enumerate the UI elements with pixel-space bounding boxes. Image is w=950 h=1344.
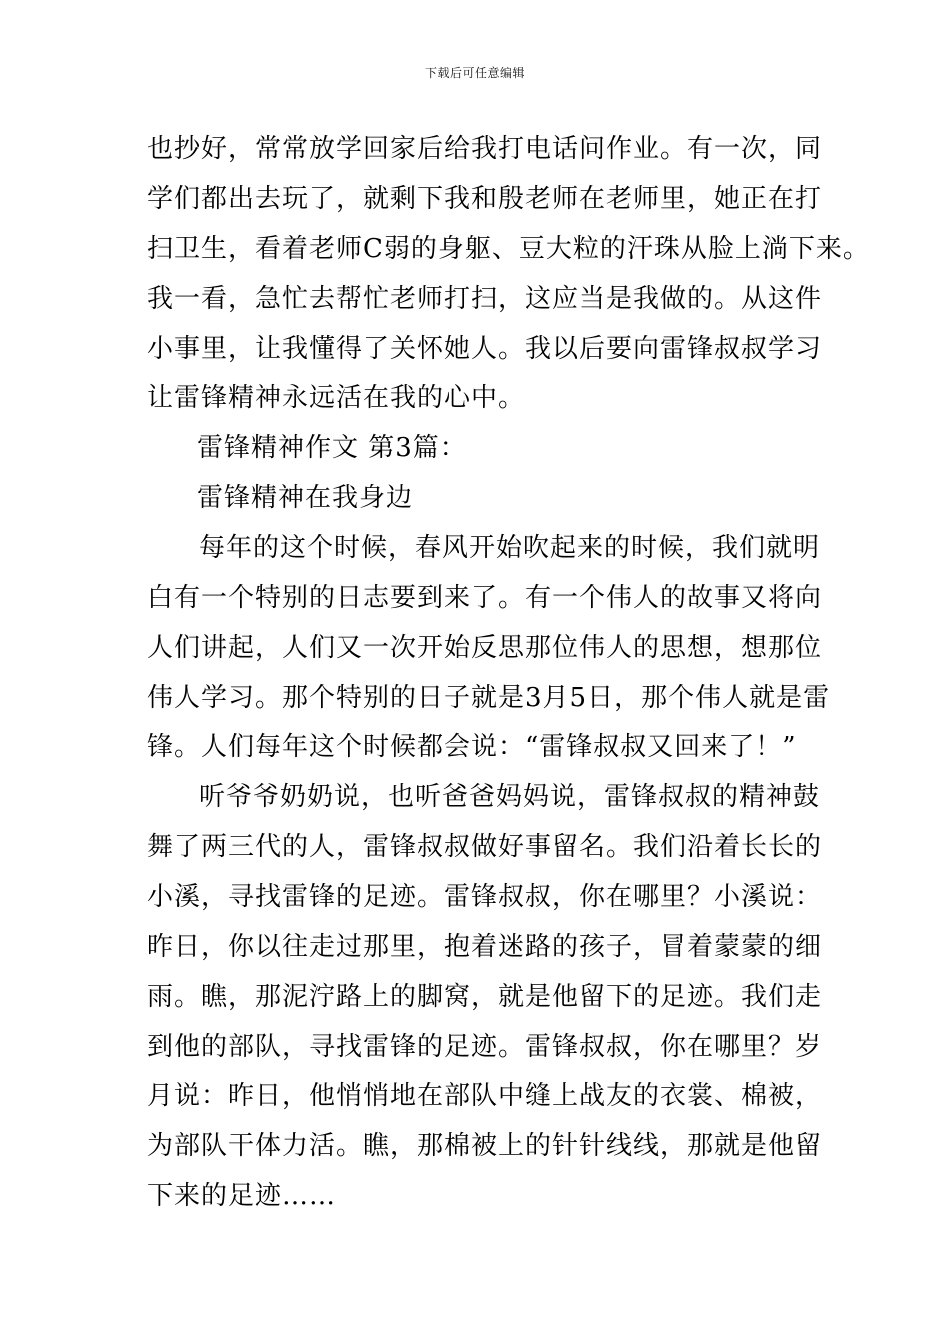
- text-line: 扫卫生，看着老师C弱的身躯、豆大粒的汗珠从脸上淌下来。: [147, 234, 870, 264]
- text-line: 月说：昨日，他悄悄地在部队中缝上战友的衣裳、棉被，: [147, 1081, 823, 1111]
- text-line: 下来的足迹……: [147, 1181, 337, 1211]
- text-line: 昨日，你以往走过那里，抱着迷路的孩子，冒着蒙蒙的细: [147, 932, 823, 962]
- text-line: 小事里，让我懂得了关怀她人。我以后要向雷锋叔叔学习: [147, 334, 823, 364]
- text-line: 白有一个特别的日志要到来了。有一个伟人的故事又将向: [147, 583, 823, 613]
- text-line: 让雷锋精神永远活在我的心中。: [147, 383, 526, 413]
- text-line: 每年的这个时候，春风开始吹起来的时候，我们就明: [199, 533, 821, 563]
- text-line: 小溪，寻找雷锋的足迹。雷锋叔叔，你在哪里？小溪说：: [147, 882, 823, 912]
- page-header: 下载后可任意编辑: [424, 66, 525, 80]
- text-line: 人们讲起，人们又一次开始反思那位伟人的思想，想那位: [147, 633, 823, 663]
- text-line: 也抄好，常常放学回家后给我打电话问作业。有一次，同: [147, 134, 823, 164]
- text-line: 到他的部队，寻找雷锋的足迹。雷锋叔叔，你在哪里？岁: [147, 1032, 823, 1062]
- text-line: 锋。人们每年这个时候都会说：“雷锋叔叔又回来了！”: [147, 732, 797, 762]
- text-line: 舞了两三代的人，雷锋叔叔做好事留名。我们沿着长长的: [147, 832, 823, 862]
- essay-title: 雷锋精神在我身边: [197, 483, 414, 513]
- text-line: 我一看，急忙去帮忙老师打扫，这应当是我做的。从这件: [147, 284, 823, 314]
- text-line: 听爷爷奶奶说，也听爸爸妈妈说，雷锋叔叔的精神鼓: [199, 782, 821, 812]
- section-heading: 雷锋精神作文 第3篇：: [197, 433, 467, 463]
- text-line: 伟人学习。那个特别的日子就是3月5日，那个伟人就是雷: [147, 683, 831, 713]
- text-line: 学们都出去玩了，就剩下我和殷老师在老师里，她正在打: [147, 184, 823, 214]
- text-line: 雨。瞧，那泥泞路上的脚窝，就是他留下的足迹。我们走: [147, 982, 823, 1012]
- text-line: 为部队干体力活。瞧，那棉被上的针针线线，那就是他留: [147, 1131, 823, 1161]
